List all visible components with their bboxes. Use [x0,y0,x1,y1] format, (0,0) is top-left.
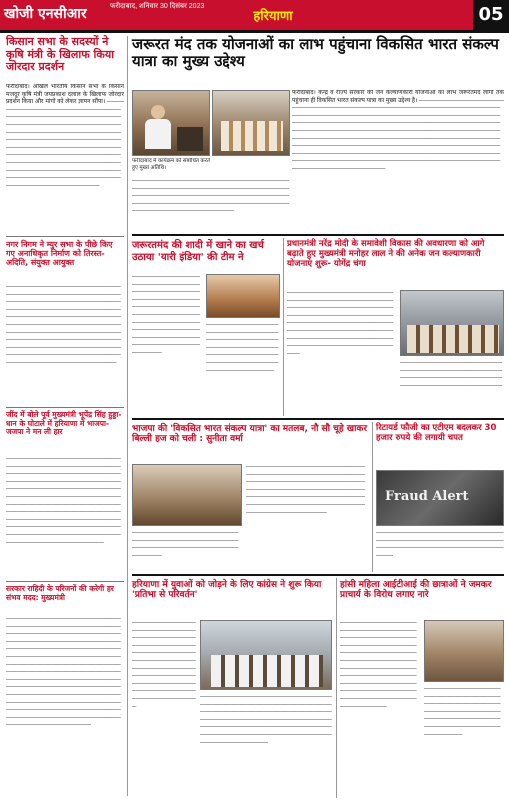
divider [132,234,504,236]
pm-body: ─────────────────────────────────────────────────────────────────────────────────────────────────────────────────────────────────────────────────────────────────────────────────────────────────────────── [287,290,394,357]
lead-headline-box [132,36,504,86]
masthead [0,0,509,30]
congress-headline: हरियाणा में युवाओं को जोड़ने के लिए कांग्रेस ने शुरू किया 'प्रतिभा से परिवर्तन' [132,580,322,601]
bhiwani-headline: नगर निगम ने म्युर सभा के पीछे किए गए अनाधिकृत निर्माण को तिरस्त-अदिति, संयुक्त आयुक्त [6,240,113,268]
bjp-body: ────────────────────────────────────────────────────────────────────────────────── [132,530,239,559]
hansi-headline-box [340,580,504,616]
lead-photo-2 [212,90,290,156]
lead-photo-caption: फरीदाबाद में कार्यक्रम को संबोधित करते हुए मुख्य अतिथि। [132,158,210,171]
fraud-alert-image [376,470,504,526]
section-title: हरियाणा [253,9,293,24]
divider [6,581,124,582]
hansi-body: ───────────────────────────────────────────────────────────────────────────────────────────────────────────────────────────────────────────────────────────────────────────────────────────────────────────────── [340,620,417,710]
divider [132,418,504,420]
retired-headline-box [376,424,504,468]
masthead-rule [0,30,509,33]
congress-headline-box [132,580,332,616]
bhiwani-headline-box [6,240,124,280]
congress-photo [200,620,332,690]
bjp-body-2: ─────────────────────────────────────────────────────────────────────────────────────────────────────────────────────────────────────────────────────────────────────────────────────────── [246,464,366,516]
lead-body: फरीदाबाद। केन्द्र व राज्य सरकार की जन कल्याणकारी योजनाओं का लाभ जरूरतमंद लोगों तक पहुंचाना ही विकसित भारत संकल्प यात्रा का मुख्य उद्देश्य है। ────────────────────────────────────────────────────────────────────────────────────────────────────────────────────────────────────────────────────────────────────────────────────────────────────────────────────────────────────────────────────────────────────────────────────────────────────────────────────────────────────────────────────────────────────────────────────────────────────────────────────────────────────────────────── [292,90,504,172]
pm-body-2: ──────────────────────────────────────────────────────────────────────────────────────────────── [400,360,503,389]
column-rule [372,422,373,572]
divider [6,236,124,237]
hansi-body-2: ───────────────────────────────────────────────────────────────────────────────────────────────────────────────────── [424,686,501,738]
person-figure [151,105,165,119]
jind-headline-box [6,411,124,453]
divider [6,407,124,408]
congress-body: ────────────────────────────────────────────────────────────────────────────────────────────────────────────────────────────────────────────────────────────────────── [132,620,196,710]
person-figure [145,119,171,149]
jind-headline: जींद में बोले पूर्व मुख्यमंत्री भूपेंद्र सिंह हुड्डा-धान के घोटाले में हरियाणा में भाजपा-जजपा ने मन ली हार [6,410,122,437]
crowd [407,325,499,353]
jind-body: ──────────────────────────────────────────────────────────────────────────────────────────────────────────────────────────────────────────────────────────────────────────────────────────────────────────────────────────────────────────────────────────────────────────────────────────────────────────────────────────────── [6,456,121,546]
govt-headline-box [6,585,124,613]
lead-photo [132,90,210,156]
retired-body: ────────────────────────────────────────────────────────────────────────────────────────────── [376,530,504,559]
divider [132,574,504,576]
farmers-headline-box [6,36,124,80]
crowd [221,121,283,151]
lead-body-2: ──────────────────────────────────────────────────────────────────────────────────────────────────────────────────────────────────────────────────────────────────────────── [132,178,290,215]
column-rule [336,578,337,798]
bjp-headline: भाजपा की 'विकसित भारत संकल्प यात्रा' का मतलब, नौ सौ चूहे खाकर बिल्ली हज को चली : सुनीता वर्मा [132,424,368,445]
wedding-photo [206,274,280,318]
pm-headline: प्रधानमंत्री नरेंद्र मोदी के समावेशी विकास की अवधारणा को आगे बढ़ाते हुए मुख्यमंत्री मनोहर लाल ने की अनेक जन कल्याणकारी योजनाएं शुरू- योगेंद्र चंगा [287,239,485,269]
pm-photo [400,290,504,356]
wedding-headline-box [132,240,280,270]
podium [177,127,203,151]
bjp-photo [132,464,242,526]
wedding-body: ─────────────────────────────────────────────────────────────────────────────────────────────────────────────────────────────────────────────────────────────────────── [132,274,201,356]
retired-headline: रिटायर्ड फौजी का एटीएम बदलकर 30 हजार रुपये की लगायी चपत [376,423,497,443]
hansi-headline: हांसी महिला आईटीआई की छात्राओं ने जमकर प्राचार्य के विरोध लगाए नारे [340,580,492,601]
congress-body-2: ────────────────────────────────────────────────────────────────────────────────────────────────────────────────────────────────────────────────────────────────────────────────────────────────────────── [200,694,332,746]
fraud-alert-text: Fraud Alert [385,489,469,504]
wedding-body-2: ────────────────────────────────────────────────────────────────────────────────────────────────────────────────────── [206,322,279,374]
lead-headline: जरूरत मंद तक योजनाओं का लाभ पहुंचाना विकसित भारत संकल्प यात्रा का मुख्य उद्देश्य [132,35,499,71]
govt-schools-headline: सरकार राहिदी के परिजनों की करेगी हर संभव मदद: मुख्यमंत्री [6,584,114,602]
column-rule [283,238,284,416]
wedding-headline: जरूरतमंद की शादी में खाने का खर्च उठाया 'यारी इंडिया' की टीम ने [132,240,264,263]
farmers-headline: किसान सभा के सदस्यों ने कृषि मंत्री के खिलाफ किया जोरदार प्रदर्शन [6,35,115,74]
pm-headline-box [287,240,504,286]
govt-body: ────────────────────────────────────────────────────────────────────────────────────────────────────────────────────────────────────────────────────────────────────────────────────────────────────────────────────────────────────────────────────────────────────────────────────────────────────────────────────────────────────────────────────────────────────────────────────────────────────────────── [6,616,121,729]
column-rule [127,36,128,796]
group [211,655,323,687]
brand-name: खोजी एनसीआर [4,6,87,22]
dateline: फरीदाबाद, शनिवार 30 दिसंबर 2023 [110,3,205,10]
hansi-photo [424,620,504,682]
bhiwani-body: ──────────────────────────────────────────────────────────────────────────────────────────────────────────────────────────────────────────────────────────────────────────────────────────────────────────────────────────────────────────────────────────────────────────────────────────────────────── [6,284,121,366]
bjp-headline-box [132,424,368,460]
page-number: 05 [473,0,509,30]
farmers-body: फरीदाबाद। अखिल भारतीय किसान सभा के किसान मजदूर कृषि मंत्री जयप्रकाश दलाल के खिलाफ जोरदार प्रदर्शन किया और मांगों को लेकर ज्ञापन सौंपा। ──────────────────────────────────────────────────────────────────────────────────────────────────────────────────────────────────────────────────────────────────────────────────────────────────────────────────────────────────────────────────────────────────────────────────────────────────────── [6,84,124,189]
